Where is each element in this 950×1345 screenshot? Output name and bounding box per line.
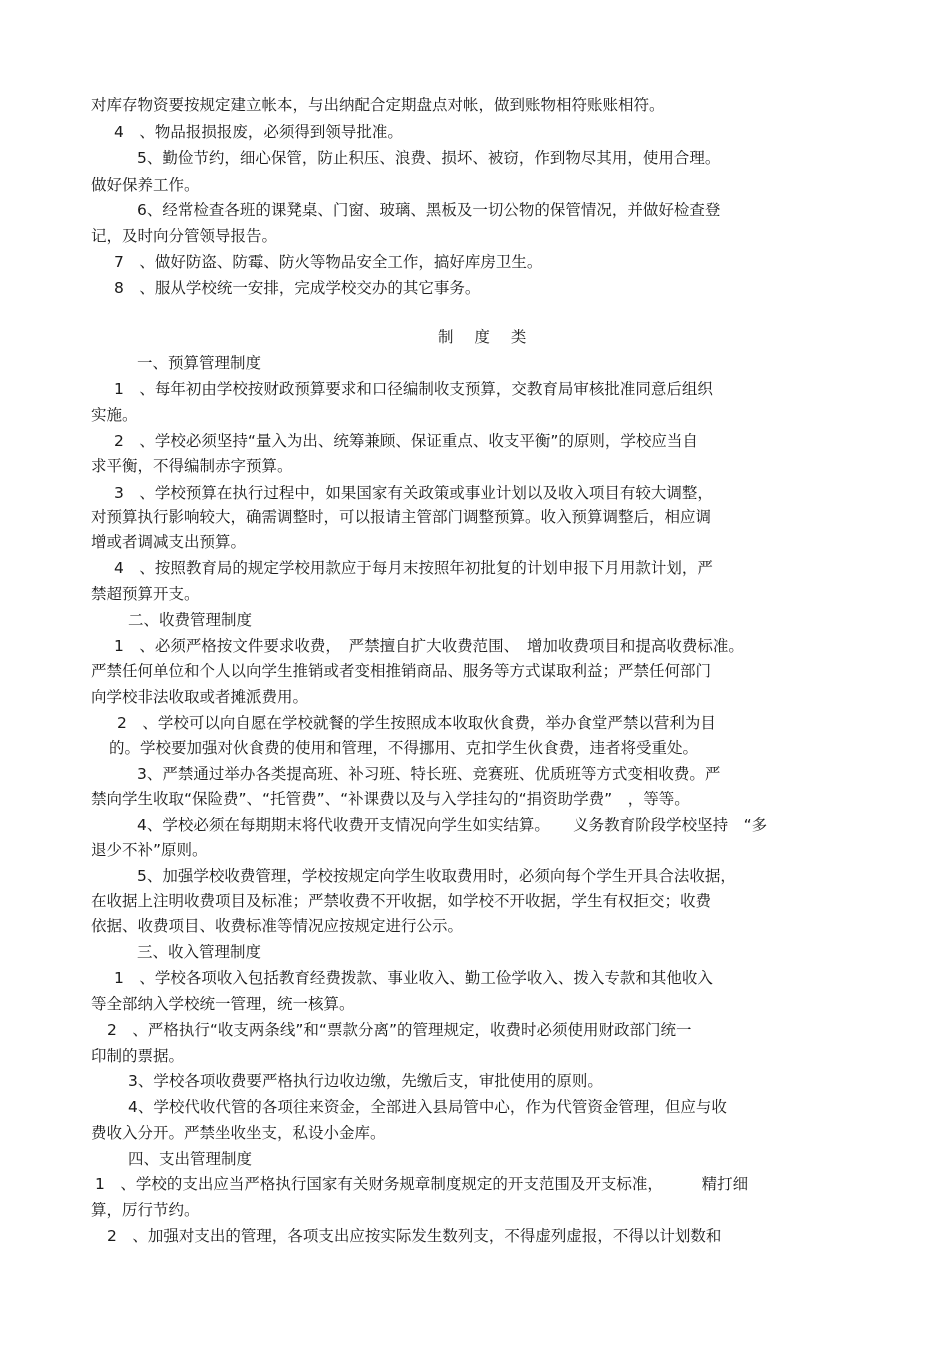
text-line: 3、严禁通过举办各类提高班、补习班、特长班、竞赛班、优质班等方式变相收费。严 [137, 765, 721, 783]
section-heading: 三、收入管理制度 [137, 943, 262, 961]
text-line: 印制的票据。 [91, 1047, 185, 1065]
text-line: 的。学校要加强对伙食费的使用和管理，不得挪用、克扣学生伙食费，违者将受重处。 [109, 739, 699, 757]
text-line: 1 、学校各项收入包括教育经费拨款、事业收入、勤工俭学收入、拨入专款和其他收入 [114, 969, 713, 987]
text-line: 4 、物品报损报废，必须得到领导批准。 [114, 123, 403, 141]
text-line: 1 、必须严格按文件要求收费， 严禁擅自扩大收费范围、 增加收费项目和提高收费标准。 [114, 637, 744, 655]
text-line: 做好保养工作。 [91, 176, 200, 194]
text-line: 费收入分开。严禁坐收坐支，私设小金库。 [91, 1124, 386, 1142]
text-line: 依据、收费项目、收费标准等情况应按规定进行公示。 [91, 917, 464, 935]
text-line: 严禁任何单位和个人以向学生推销或者变相推销商品、服务等方式谋取利益；严禁任何部门 [91, 662, 712, 680]
text-line: 7 、做好防盗、防霉、防火等物品安全工作，搞好库房卫生。 [114, 253, 543, 271]
text-line: 4 、按照教育局的规定学校用款应于每月末按照年初批复的计划申报下月用款计划，严 [114, 559, 713, 577]
text-line: 2 、加强对支出的管理，各项支出应按实际发生数列支，不得虚列虚报，不得以计划数和 [107, 1227, 722, 1245]
section-title: 制 度 类 [438, 328, 535, 346]
text-line: 2 、严格执行“收支两条线”和“票款分离”的管理规定，收费时必须使用财政部门统一 [107, 1021, 692, 1039]
text-line: 记，及时向分管领导报告。 [91, 227, 278, 245]
text-line: 求平衡，不得编制赤字预算。 [91, 457, 293, 475]
text-line: 退少不补”原则。 [91, 841, 208, 859]
section-heading: 二、收费管理制度 [128, 611, 253, 629]
text-line: 5、勤俭节约，细心保管，防止积压、浪费、损坏、被窃，作到物尽其用，使用合理。 [137, 149, 721, 167]
section-heading: 四、支出管理制度 [128, 1150, 253, 1168]
text-line: 1 、每年初由学校按财政预算要求和口径编制收支预算，交教育局审核批准同意后组织 [114, 380, 713, 398]
text-line: 4、学校必须在每期期末将代收费开支情况向学生如实结算。 义务教育阶段学校坚持 “多 [137, 816, 768, 834]
text-line: 向学校非法收取或者摊派费用。 [91, 688, 309, 706]
text-line: 增或者调减支出预算。 [91, 533, 247, 551]
text-line: 对库存物资要按规定建立帐本，与出纳配合定期盘点对帐，做到账物相符账账相符。 [91, 96, 665, 114]
text-line: 4、学校代收代管的各项往来资金，全部进入县局管中心，作为代管资金管理，但应与收 [128, 1098, 727, 1116]
text-line: 禁向学生收取“保险费”、“托管费”、“补课费以及与入学挂勾的“捐资助学费” ，等等。 [91, 790, 690, 808]
text-line: 5、加强学校收费管理，学校按规定向学生收取费用时，必须向每个学生开具合法收据， [137, 867, 736, 885]
text-line: 在收据上注明收费项目及标准；严禁收费不开收据，如学校不开收据，学生有权拒交；收费 [91, 892, 712, 910]
text-line: 实施。 [91, 406, 138, 424]
text-line: 2 、学校必须坚持“量入为出、统筹兼顾、保证重点、收支平衡”的原则，学校应当自 [114, 432, 698, 450]
text-line: 2 、学校可以向自愿在学校就餐的学生按照成本收取伙食费，举办食堂严禁以营利为目 [117, 714, 716, 732]
text-line: 算，厉行节约。 [91, 1201, 200, 1219]
text-line: 禁超预算开支。 [91, 585, 200, 603]
text-line: 1 、学校的支出应当严格执行国家有关财务规章制度规定的开支范围及开支标准， 精打细 [95, 1175, 749, 1193]
text-line: 3、学校各项收费要严格执行边收边缴，先缴后支，审批使用的原则。 [128, 1072, 603, 1090]
text-line: 8 、服从学校统一安排，完成学校交办的其它事务。 [114, 279, 481, 297]
section-heading: 一、预算管理制度 [137, 354, 262, 372]
text-line: 3 、学校预算在执行过程中，如果国家有关政策或事业计划以及收入项目有较大调整， [114, 484, 713, 502]
text-line: 对预算执行影响较大，确需调整时，可以报请主管部门调整预算。收入预算调整后，相应调 [91, 508, 712, 526]
text-line: 等全部纳入学校统一管理，统一核算。 [91, 995, 355, 1013]
text-line: 6、经常检查各班的课凳桌、门窗、玻璃、黑板及一切公物的保管情况，并做好检查登 [137, 201, 721, 219]
